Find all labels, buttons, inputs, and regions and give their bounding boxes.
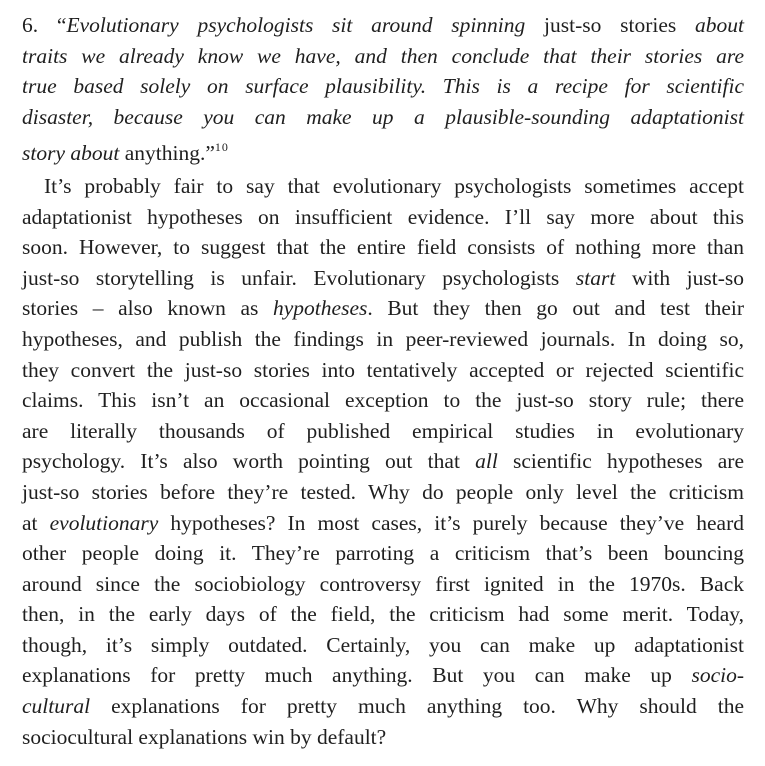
paragraph-line: explanations for pretty much anything. But you can make up socio- (22, 663, 744, 688)
paragraph-line: sociocultural explanations win by default? (22, 724, 387, 749)
quote-line: story about anything.”$^{10}$ (22, 140, 229, 166)
quote-line: true based solely on surface plausibility. This is a recipe for scientific (22, 74, 744, 99)
paragraph-line: just-so storytelling is unfair. Evolutionary psychologists start with just-so (22, 265, 744, 290)
paragraph-line: at evolutionary hypotheses? In most cases, it’s purely because they’ve heard (22, 510, 744, 535)
paragraph-line: they convert the just-so stories into tentatively accepted or rejected scientific (22, 357, 744, 382)
paragraph-line: stories – also known as hypotheses. But they then go out and test their (22, 296, 744, 321)
body-paragraph (22, 171, 744, 752)
paragraph-line: then, in the early days of the field, the criticism had some merit. Today, (22, 602, 744, 627)
paragraph-line: just-so stories before they’re tested. Why do people only level the criticism (22, 479, 744, 504)
footnote-marker: 10 (214, 140, 229, 155)
quote-line: disaster, because you can make up a plausible-sounding adaptationist (22, 104, 744, 129)
quote-block (22, 10, 745, 166)
paragraph-line: soon. However, to suggest that the entire field consists of nothing more than (22, 235, 744, 260)
paragraph-line: cultural explanations for pretty much anything too. Why should the (22, 694, 744, 719)
document-page (22, 10, 744, 752)
paragraph-line: psychology. It’s also worth pointing out that all scientific hypotheses are (22, 449, 744, 474)
paragraph-line: other people doing it. They’re parroting a criticism that’s been bouncing (22, 541, 744, 566)
paragraph-line: It’s probably fair to say that evolutionary psychologists sometimes accept (44, 173, 744, 198)
quote-line: 6. “Evolutionary psychologists sit around spinning just-so stories about (22, 13, 745, 37)
paragraph-line: adaptationist hypotheses on insufficient evidence. I’ll say more about this (22, 204, 744, 229)
paragraph-line: though, it’s simply outdated. Certainly, you can make up adaptationist (22, 632, 744, 657)
paragraph-line: claims. This isn’t an occasional exception to the just-so story rule; there (22, 388, 744, 413)
quote-line: traits we already know we have, and then conclude that their stories are (22, 43, 744, 68)
paragraph-line: are literally thousands of published empirical studies in evolutionary (22, 418, 744, 443)
paragraph-line: around since the sociobiology controversy first ignited in the 1970s. Back (22, 571, 744, 596)
paragraph-line: hypotheses, and publish the findings in peer-reviewed journals. In doing so, (22, 326, 744, 351)
